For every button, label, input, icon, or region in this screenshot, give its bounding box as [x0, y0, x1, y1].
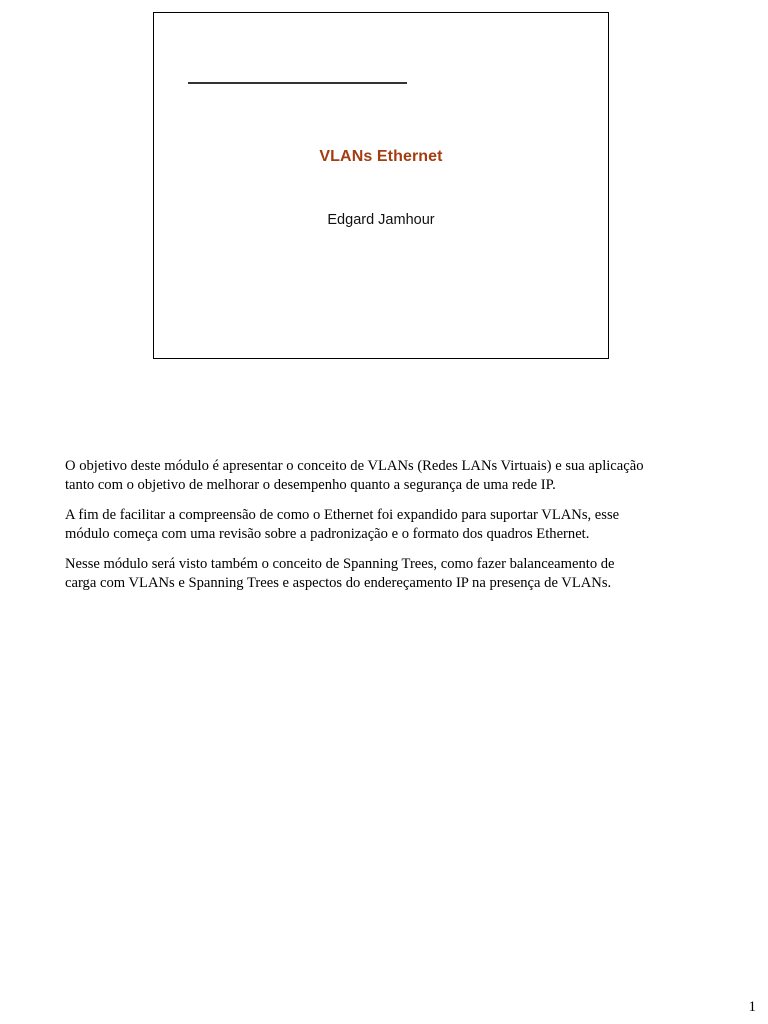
slide-thumbnail [153, 12, 609, 359]
notes-paragraph-3: Nesse módulo será visto também o conceito de Spanning Trees, como fazer balanceamento de carga com VLANs e Spanning Trees e aspectos do endereçamento IP na presença de VLANs. [65, 556, 615, 591]
notes-section [65, 457, 735, 604]
slide-divider-line [188, 82, 407, 84]
slide-title: VLANs Ethernet [319, 148, 443, 165]
notes-paragraph-1: O objetivo deste módulo é apresentar o conceito de VLANs (Redes LANs Virtuais) e sua aplicação tanto com o objetivo de melhorar o desempenho quanto a segurança de uma rede IP. [65, 458, 644, 493]
slide-author: Edgard Jamhour [327, 212, 435, 228]
notes-paragraph-2: A fim de facilitar a compreensão de como o Ethernet foi expandido para suportar VLANs, esse módulo começa com uma revisão sobre a padronização e o formato dos quadros Ethernet. [65, 507, 620, 542]
page-number: 1 [748, 999, 756, 1015]
